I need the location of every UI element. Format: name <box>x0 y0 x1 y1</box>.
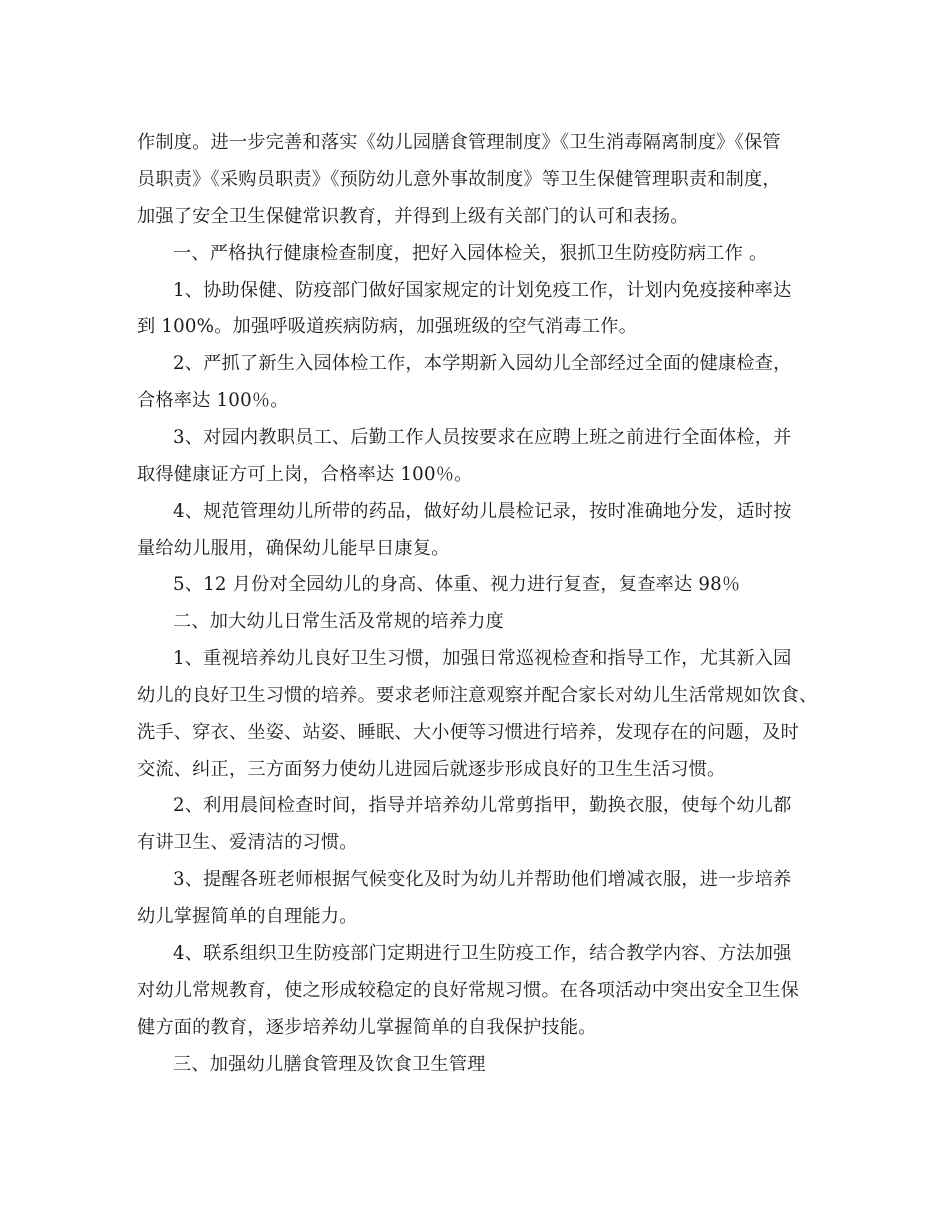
text-line: 有讲卫生、爱清洁的习惯。 <box>137 832 358 853</box>
text-line: 4、规范管理幼儿所带的药品，做好幼儿晨检记录，按时准确地分发，适时按 <box>173 501 792 522</box>
text-line: 取得健康证方可上岗，合格率达 100％。 <box>137 464 473 485</box>
section-heading-3: 三、加强幼儿膳食管理及饮食卫生管理 <box>173 1054 486 1075</box>
text-line: 3、提醒各班老师根据气候变化及时为幼儿并帮助他们增减衣服，进一步培养 <box>173 869 792 890</box>
text-line: 1、重视培养幼儿良好卫生习惯，加强日常巡视检查和指导工作，尤其新入园 <box>173 648 792 669</box>
text-line: 到 100%。加强呼吸道疾病防病，加强班级的空气消毒工作。 <box>137 316 638 337</box>
text-line: 对幼儿常规教育，使之形成较稳定的良好常规习惯。在各项活动中突出安全卫生保 <box>137 980 799 1001</box>
text-line: 加强了安全卫生保健常识教育，并得到上级有关部门的认可和表扬。 <box>137 206 689 227</box>
text-line: 1、协助保健、防疫部门做好国家规定的计划免疫工作，计划内免疫接种率达 <box>173 280 792 301</box>
text-line: 作制度。进一步完善和落实《幼儿园膳食管理制度》《卫生消毒隔离制度》《保管 <box>137 132 781 153</box>
text-line: 量给幼儿服用，确保幼儿能早日康复。 <box>137 538 450 559</box>
text-line: 洗手、穿衣、坐姿、站姿、睡眠、大小便等习惯进行培养，发现存在的问题，及时 <box>137 722 799 743</box>
text-line: 2、严抓了新生入园体检工作，本学期新入园幼儿全部经过全面的健康检查， <box>173 353 792 374</box>
text-line: 合格率达 100％。 <box>137 390 289 411</box>
section-heading-1: 一、严格执行健康检查制度，把好入园体检关，狠抓卫生防疫防病工作 。 <box>173 243 768 264</box>
text-line: 2、利用晨间检查时间，指导并培养幼儿常剪指甲，勤换衣服，使每个幼儿都 <box>173 795 792 816</box>
text-line: 3、对园内教职员工、后勤工作人员按要求在应聘上班之前进行全面体检，并 <box>173 427 792 448</box>
text-line: 幼儿的良好卫生习惯的培养。要求老师注意观察并配合家长对幼儿生活常规如饮食、 <box>137 685 818 706</box>
text-line: 交流、纠正，三方面努力使幼儿进园后就逐步形成良好的卫生生活习惯。 <box>137 759 726 780</box>
text-line: 健方面的教育，逐步培养幼儿掌握简单的自我保护技能。 <box>137 1017 597 1038</box>
section-heading-2: 二、加大幼儿日常生活及常规的培养力度 <box>173 611 504 632</box>
text-line: 4、联系组织卫生防疫部门定期进行卫生防疫工作，结合教学内容、方法加强 <box>173 943 792 964</box>
text-line: 幼儿掌握简单的自理能力。 <box>137 906 358 927</box>
text-line: 5、12 月份对全园幼儿的身高、体重、视力进行复查，复查率达 98％ <box>173 574 741 595</box>
text-line: 员职责》《采购员职责》《预防幼儿意外事故制度》等卫生保健管理职责和制度， <box>137 169 781 190</box>
